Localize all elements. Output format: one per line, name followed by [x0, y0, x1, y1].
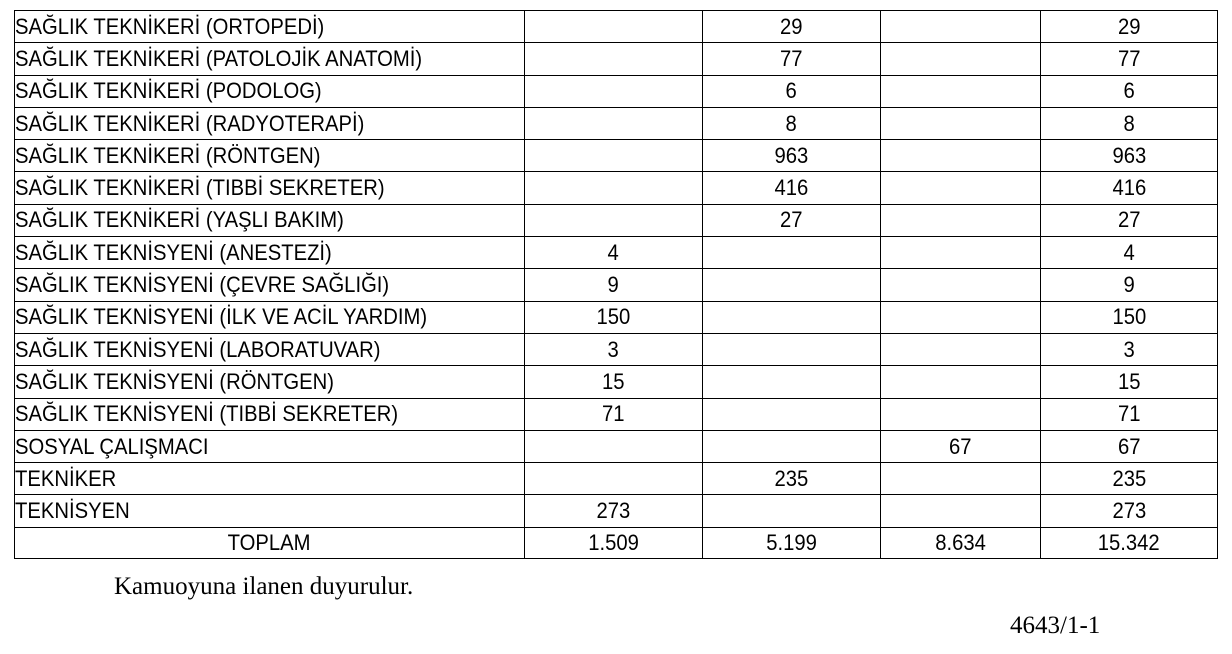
count-cell-2 [703, 301, 881, 333]
position-name: SAĞLIK TEKNİSYENİ (LABORATUVAR) [15, 336, 381, 362]
count-cell-1 [525, 107, 703, 139]
table-row [15, 172, 1218, 204]
count-cell-4 [1041, 398, 1218, 430]
count-cell-1 [525, 430, 703, 462]
count-cell-4 [1041, 11, 1218, 43]
count-cell-1 [525, 269, 703, 301]
total-cell-1 [525, 527, 703, 558]
position-name: SAĞLIK TEKNİKERİ (TIBBİ SEKRETER) [15, 175, 385, 201]
count-value-1: 4 [607, 239, 620, 265]
count-cell-1 [525, 11, 703, 43]
count-value-1: 150 [596, 304, 631, 330]
count-value-4: 3 [1123, 336, 1135, 362]
total-value-2: 5.199 [766, 529, 817, 555]
count-cell-3 [881, 269, 1041, 301]
count-cell-3 [881, 43, 1041, 75]
table-row [15, 430, 1218, 462]
count-cell-2 [703, 430, 881, 462]
position-name-cell [15, 366, 525, 398]
count-cell-2 [703, 269, 881, 301]
total-cell-2 [703, 527, 881, 558]
count-value-4: 150 [1112, 304, 1146, 330]
count-cell-4 [1041, 204, 1218, 236]
count-cell-2 [703, 463, 881, 495]
count-cell-4 [1041, 237, 1218, 269]
count-cell-1 [525, 140, 703, 172]
position-name-cell [15, 269, 525, 301]
count-cell-3 [881, 333, 1041, 365]
count-value-4: 963 [1112, 142, 1146, 168]
document-code: 4643/1-1 [1010, 612, 1101, 639]
position-name-cell [15, 301, 525, 333]
total-cell-3 [881, 527, 1041, 558]
count-cell-3 [881, 172, 1041, 204]
position-name: SAĞLIK TEKNİSYENİ (ANESTEZİ) [15, 239, 332, 265]
count-cell-3 [881, 301, 1041, 333]
count-cell-2 [703, 204, 881, 236]
table-row [15, 301, 1218, 333]
count-cell-4 [1041, 463, 1218, 495]
count-cell-4 [1041, 172, 1218, 204]
announcement-text: Kamuoyuna ilanen duyurulur. [114, 573, 414, 600]
count-cell-2 [703, 107, 881, 139]
total-label-cell [15, 527, 525, 558]
table-row [15, 75, 1218, 107]
total-value-1: 1.509 [588, 529, 639, 555]
count-value-1: 3 [607, 336, 620, 362]
count-cell-4 [1041, 43, 1218, 75]
count-cell-4 [1041, 495, 1218, 527]
table-row [15, 495, 1218, 527]
count-cell-3 [881, 75, 1041, 107]
count-value-2: 8 [785, 110, 798, 136]
total-value-4: 15.342 [1098, 529, 1160, 555]
count-value-2: 77 [780, 45, 803, 71]
position-name-cell [15, 463, 525, 495]
table-row [15, 43, 1218, 75]
position-name: SAĞLIK TEKNİKERİ (PODOLOG) [15, 78, 322, 104]
position-name: SAĞLIK TEKNİSYENİ (RÖNTGEN) [15, 368, 335, 394]
count-value-4: 15 [1117, 368, 1141, 394]
count-cell-3 [881, 107, 1041, 139]
position-name-cell [15, 75, 525, 107]
count-cell-1 [525, 204, 703, 236]
count-value-2: 963 [774, 142, 809, 168]
count-cell-1 [525, 43, 703, 75]
total-cell-4 [1041, 527, 1218, 558]
count-cell-4 [1041, 75, 1218, 107]
count-cell-2 [703, 11, 881, 43]
position-name: SOSYAL ÇALIŞMACI [15, 433, 209, 459]
position-name-cell [15, 140, 525, 172]
position-name: TEKNİSYEN [15, 498, 130, 524]
position-name: SAĞLIK TEKNİKERİ (RÖNTGEN) [15, 142, 321, 168]
count-value-4: 77 [1117, 45, 1141, 71]
total-row [15, 527, 1218, 558]
count-value-4: 235 [1112, 465, 1146, 491]
count-cell-1 [525, 75, 703, 107]
position-name: SAĞLIK TEKNİKERİ (ORTOPEDİ) [15, 13, 325, 39]
count-cell-4 [1041, 430, 1218, 462]
count-cell-2 [703, 333, 881, 365]
count-cell-3 [881, 495, 1041, 527]
positions-table [14, 10, 1218, 559]
count-cell-4 [1041, 366, 1218, 398]
count-value-4: 6 [1123, 78, 1135, 104]
position-name-cell [15, 107, 525, 139]
count-value-4: 416 [1112, 175, 1146, 201]
position-name-cell [15, 398, 525, 430]
position-name: SAĞLIK TEKNİSYENİ (TIBBİ SEKRETER) [15, 401, 399, 427]
count-value-2: 6 [785, 78, 798, 104]
count-cell-1 [525, 495, 703, 527]
count-cell-1 [525, 301, 703, 333]
count-value-4: 71 [1117, 401, 1141, 427]
position-name-cell [15, 172, 525, 204]
position-name: SAĞLIK TEKNİSYENİ (ÇEVRE SAĞLIĞI) [15, 272, 390, 298]
count-cell-1 [525, 172, 703, 204]
position-name: SAĞLIK TEKNİSYENİ (İLK VE ACİL YARDIM) [15, 304, 428, 330]
count-cell-3 [881, 430, 1041, 462]
position-name: SAĞLIK TEKNİKERİ (PATOLOJİK ANATOMİ) [15, 45, 423, 71]
count-value-2: 235 [774, 465, 809, 491]
table-row [15, 366, 1218, 398]
count-cell-4 [1041, 140, 1218, 172]
count-value-1: 273 [596, 498, 631, 524]
count-value-2: 27 [780, 207, 803, 233]
count-cell-1 [525, 237, 703, 269]
count-value-1: 15 [602, 368, 625, 394]
table-row [15, 204, 1218, 236]
table-body [15, 11, 1218, 528]
total-label: TOPLAM [228, 529, 311, 555]
count-cell-2 [703, 43, 881, 75]
position-name-cell [15, 204, 525, 236]
position-name-cell [15, 430, 525, 462]
table-row [15, 463, 1218, 495]
position-name-cell [15, 11, 525, 43]
count-cell-3 [881, 237, 1041, 269]
table-row [15, 107, 1218, 139]
count-cell-1 [525, 398, 703, 430]
count-cell-2 [703, 495, 881, 527]
position-name-cell [15, 495, 525, 527]
count-cell-2 [703, 172, 881, 204]
count-value-4: 9 [1123, 272, 1135, 298]
count-value-4: 29 [1117, 13, 1141, 39]
count-cell-4 [1041, 107, 1218, 139]
total-value-3: 8.634 [935, 529, 986, 555]
position-name-cell [15, 333, 525, 365]
count-value-3: 67 [949, 433, 972, 459]
position-name: SAĞLIK TEKNİKERİ (RADYOTERAPİ) [15, 110, 365, 136]
count-cell-3 [881, 398, 1041, 430]
count-value-2: 416 [774, 175, 809, 201]
count-cell-4 [1041, 301, 1218, 333]
table-row [15, 11, 1218, 43]
count-value-4: 8 [1123, 110, 1135, 136]
count-value-4: 67 [1117, 433, 1141, 459]
count-cell-4 [1041, 333, 1218, 365]
count-value-2: 29 [780, 13, 803, 39]
count-value-4: 27 [1117, 207, 1141, 233]
count-value-1: 71 [602, 401, 625, 427]
position-name-cell [15, 43, 525, 75]
count-cell-1 [525, 463, 703, 495]
position-name-cell [15, 237, 525, 269]
count-cell-2 [703, 366, 881, 398]
count-cell-1 [525, 366, 703, 398]
count-cell-2 [703, 237, 881, 269]
count-value-4: 4 [1123, 239, 1135, 265]
count-cell-2 [703, 75, 881, 107]
count-cell-3 [881, 463, 1041, 495]
table-row [15, 398, 1218, 430]
table-row [15, 269, 1218, 301]
count-value-4: 273 [1112, 498, 1146, 524]
count-cell-1 [525, 333, 703, 365]
table-row [15, 333, 1218, 365]
position-name: SAĞLIK TEKNİKERİ (YAŞLI BAKIM) [15, 207, 344, 233]
count-cell-2 [703, 398, 881, 430]
table-row [15, 237, 1218, 269]
count-cell-3 [881, 11, 1041, 43]
count-cell-3 [881, 140, 1041, 172]
position-name: TEKNİKER [15, 465, 117, 491]
count-cell-3 [881, 366, 1041, 398]
count-cell-4 [1041, 269, 1218, 301]
count-cell-3 [881, 204, 1041, 236]
count-value-1: 9 [607, 272, 620, 298]
count-cell-2 [703, 140, 881, 172]
table-row [15, 140, 1218, 172]
